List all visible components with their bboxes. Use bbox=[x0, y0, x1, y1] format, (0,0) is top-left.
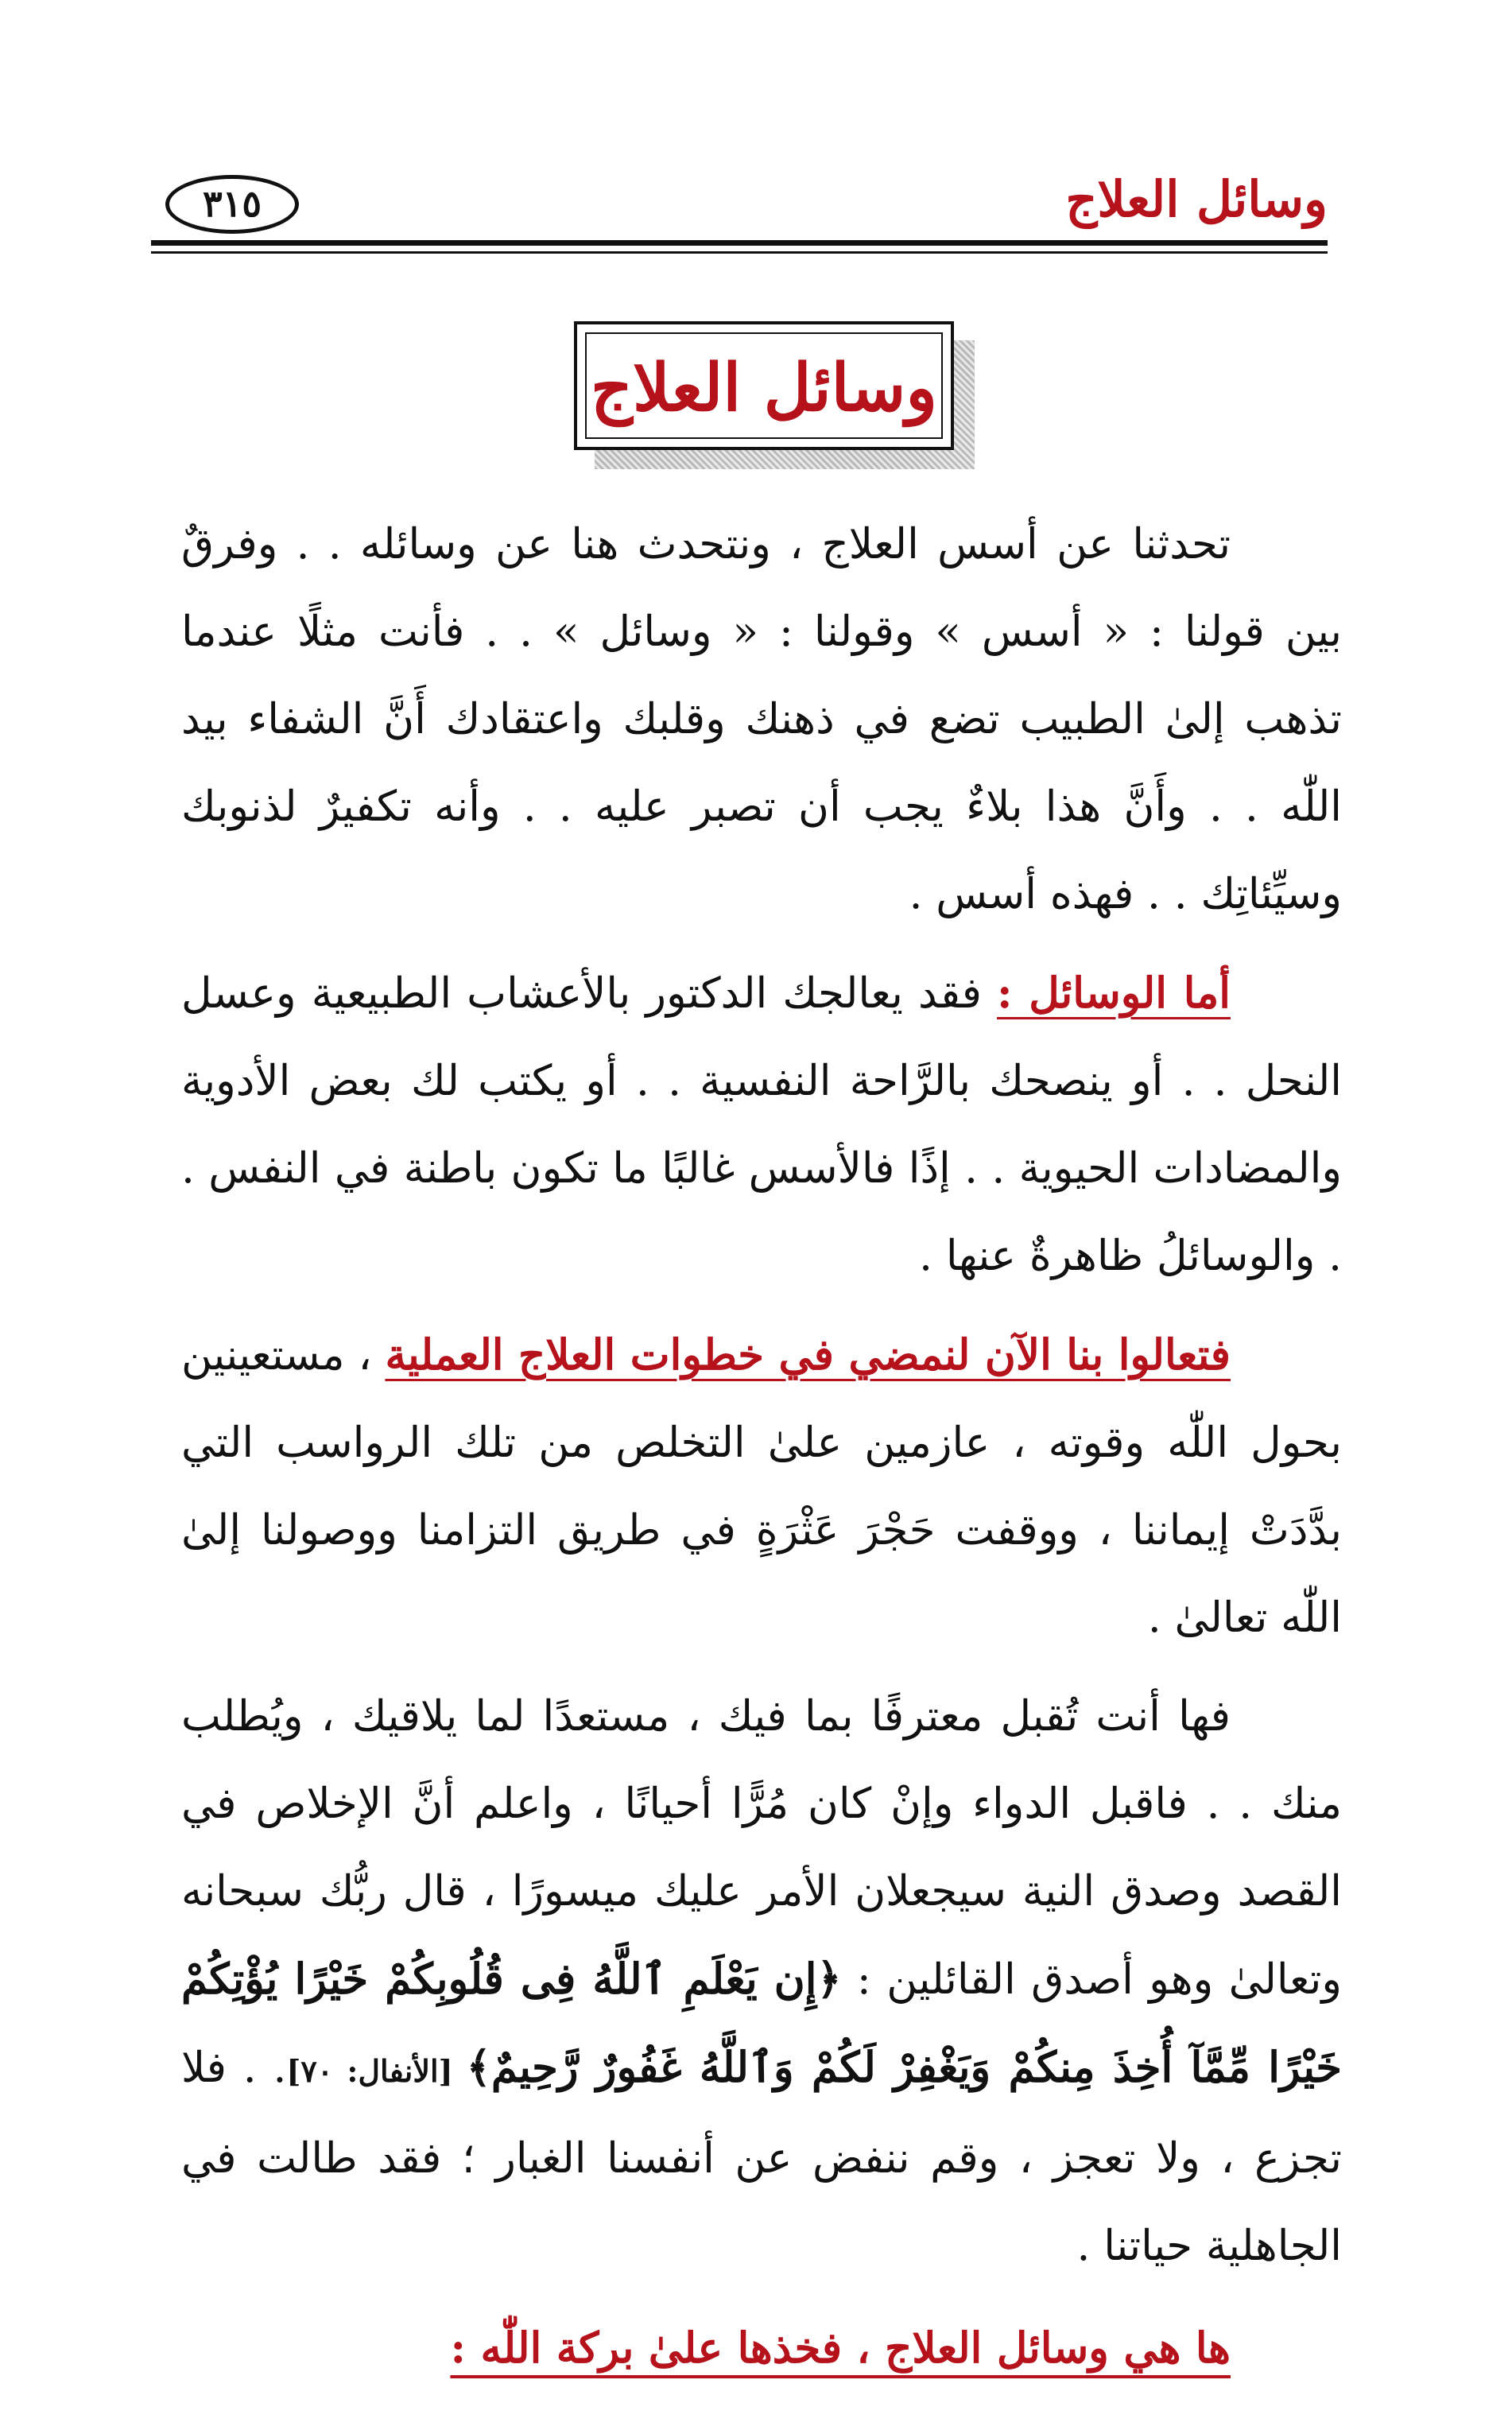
steps-text: ، مستعينين بحول اللّٰه وقوته ، عازمين علىٰ التخلص من تلك الرواسب التي بدَّدَتْ إيماننا ، ووقفت حَجْرَ عَثْرَةٍ في طريق التزامنا ووصولنا إلىٰ اللّٰه تعالىٰ . bbox=[181, 1331, 1342, 1642]
acceptance-text: فها أنت تُقبل معترفًا بما فيك ، مستعدًا لما يلاقيك ، ويُطلب منك . . فاقبل الدواء وإنْ كان مُرًّا أحيانًا ، واعلم أنَّ الإخلاص في القصد وصدق النية سيجعلان الأمر عليك ميسورًا ، قال ربُّك سبحانه وتعالىٰ وهو أصدق القائلين : bbox=[181, 1692, 1342, 2004]
verse-reference: [الأنفال: ٧٠] bbox=[286, 2053, 467, 2089]
body-text bbox=[181, 501, 1342, 2434]
running-header-title: وسائل العلاج bbox=[1065, 170, 1328, 228]
section-title: وسائل العلاج bbox=[585, 332, 943, 439]
quran-verse: ﴿إِن يَعْلَمِ ٱللَّهُ فِى قُلُوبِكُمْ خَيْرًا يُؤْتِكُمْ خَيْرًا مِّمَّآ أُخِذَ مِنكُمْ وَيَغْفِرْ لَكُمْ وَٱللَّهُ غَفُورٌ رَّحِيمٌ﴾ bbox=[181, 1955, 1343, 2092]
section-title-frame bbox=[574, 321, 954, 450]
header-rule-thin bbox=[151, 251, 1328, 254]
page-number: ٣١٥ bbox=[165, 175, 299, 234]
means-heading: أما الوسائل : bbox=[997, 969, 1231, 1018]
acceptance-text-end: . . فلا تجزع ، ولا تعجز ، وقم ننفض عن أنفسنا الغبار ؛ فقد طالت في الجاهلية حياتنا . bbox=[181, 2044, 1342, 2270]
header-rule-thick bbox=[151, 240, 1328, 246]
paragraph-foundations: تحدثنا عن أسس العلاج ، ونتحدث هنا عن وسائله . . وفرقٌ بين قولنا : « أسس » وقولنا : « وسائل » . . فأنت مثلًا عندما تذهب إلىٰ الطبيب تضع في ذهنك وقلبك واعتقادك أَنَّ الشفاء بيد اللّٰه . . وأَنَّ هذا بلاءٌ يجب أن تصبر عليه . . وأنه تكفيرٌ لذنوبك وسيِّئاتِك . . فهذه أسس . bbox=[181, 520, 1342, 918]
means-text: فقد يعالجك الدكتور بالأعشاب الطبيعية وعسل النحل . . أو ينصحك بالرَّاحة النفسية . . أو يكتب لك بعض الأدوية والمضادات الحيوية . . إذًا فالأسس غالبًا ما تكون باطنة في النفس . . والوسائلُ ظاهرةٌ عنها . bbox=[181, 969, 1342, 1280]
closing-heading bbox=[181, 2304, 1342, 2392]
steps-heading: فتعالوا بنا الآن لنمضي في خطوات العلاج العملية bbox=[385, 1330, 1231, 1380]
paragraph-means bbox=[181, 949, 1342, 1300]
paragraph-acceptance bbox=[181, 1673, 1342, 2290]
paragraph-steps bbox=[181, 1311, 1342, 1662]
closing-heading-text: ها هي وسائل العلاج ، فخذها علىٰ بركة اللّٰه : bbox=[450, 2323, 1231, 2373]
